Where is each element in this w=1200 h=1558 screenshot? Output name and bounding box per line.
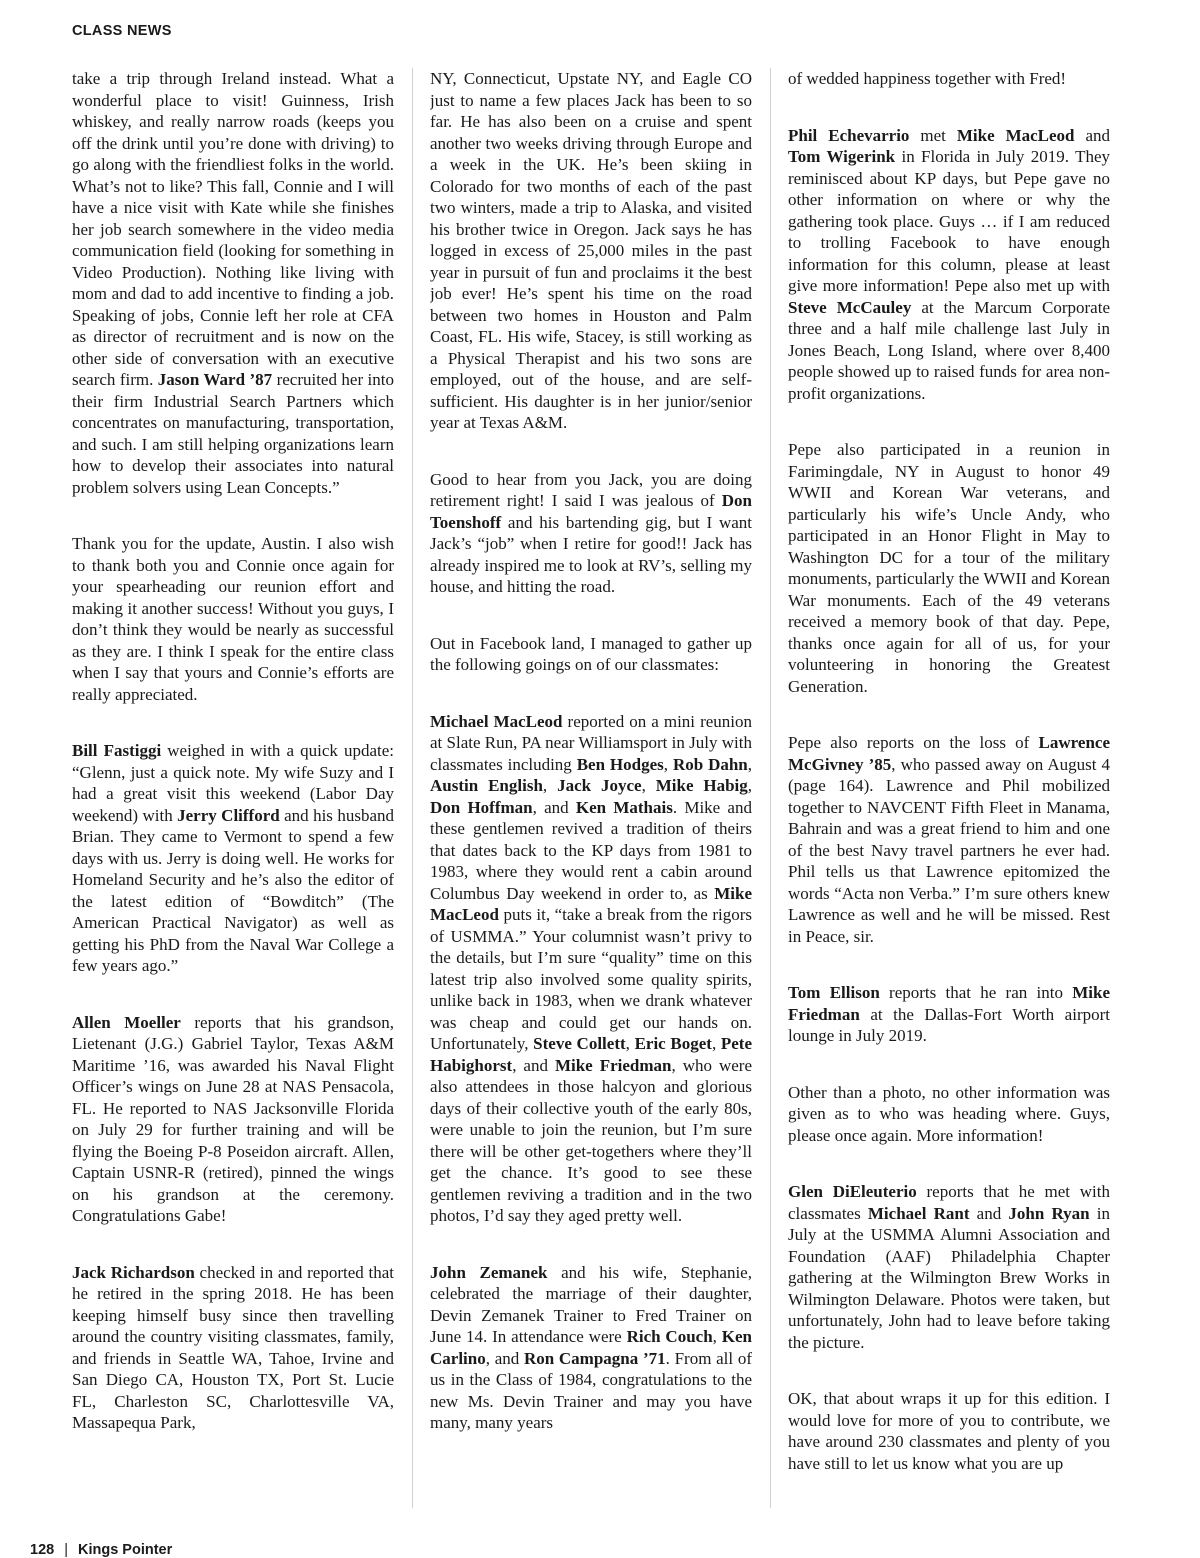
text-run: , and — [532, 797, 576, 817]
classmate-name: Jason Ward ’87 — [157, 370, 273, 389]
classmate-name: Ken Mathais — [575, 797, 673, 817]
classmate-name: Mike MacLeod — [956, 125, 1075, 145]
classmate-name: Phil Echevarrio — [788, 125, 910, 145]
text-run: and his wife, Stephanie, celebrated the marriage of their daughter, Devin Zemanek Trainer to Fred Trainer on June 14. In attendance were — [430, 1262, 752, 1346]
classmate-name: Jack Joyce — [557, 776, 642, 795]
article-column-2 — [430, 68, 752, 1508]
text-run: Good to hear from you Jack, you are doing retirement right! I said I was jealous of — [430, 469, 752, 510]
text-run: , — [663, 754, 673, 774]
text-run: weighed in with a quick update: “Glenn, just a quick note. My wife Suzy and I had a great visit this weekend (Labor Day weekend) with — [72, 741, 394, 825]
paragraph — [430, 1262, 752, 1434]
text-run: and his bartending gig, but I want Jack’s “job” when I retire for good!! Jack has already inspired me to look at RV’s, selling my house, and hitting the road. — [430, 512, 752, 596]
classmate-name: Ron Campagna ’71 — [523, 1348, 666, 1368]
paragraph — [72, 68, 394, 498]
classmate-name: Jerry Clifford — [177, 805, 280, 825]
text-run: OK, that about wraps it up for this edition. I would love for more of you to contribute, we have around 230 classmates and plenty of you have still to let us know what you are up — [788, 1389, 1110, 1473]
text-run: NY, Connecticut, Upstate NY, and Eagle CO just to name a few places Jack has been to so far. He has also been on a cruise and spent another two weeks driving through Europe and a week in the UK. He’s been skiing in Colorado for two months of each of the past two winters, made a trip to Alaska, and visited his brother twice in Oregon. Jack says he has logged in excess of 25,000 miles in the past year in pursuit of fun and proclaims it the best job ever! He’s spent his time on the road between two homes in Houston and Palm Coast, FL. His wife, Stacey, is still working as a Physical Therapist and his two sons are employed, out of the house, and are self-sufficient. His daughter is in her junior/senior year at Texas A&M. — [430, 69, 752, 432]
paragraph — [788, 68, 1110, 90]
text-run: , who passed away on August 4 (page 164). Lawrence and Phil mobilized together to NAVCENT Fifth Fleet in Manama, Bahrain and was a great friend to him and one of the best Navy travel partners he ever had. Phil tells us that Lawrence epitomized the words “Acta non Verba.” I’m sure others knew Lawrence as well and he will be missed. Rest in Peace, sir. — [788, 754, 1110, 946]
text-run: Thank you for the update, Austin. I also wish to thank both you and Connie once again for your spearheading our reunion effort and making it another success! Without you guys, I don’t think they would be nearly as successful as they are. I think I speak for the entire class when I say that yours and Connie’s efforts are really appreciated. — [72, 534, 394, 704]
text-run: reports that he met with classmates — [788, 1182, 1110, 1223]
article-column-1 — [72, 68, 394, 1508]
paragraph — [72, 1262, 394, 1434]
classmate-name: Tom Ellison — [788, 983, 880, 1002]
classmate-name: Ken Carlino — [430, 1327, 752, 1368]
text-run: , and — [485, 1348, 524, 1368]
text-run: , and — [512, 1055, 555, 1075]
text-run: reports that he ran into — [879, 983, 1073, 1002]
text-run: Other than a photo, no other information was given as to who was heading where. Guys, please once again. More information! — [788, 1082, 1110, 1145]
text-run: in Florida in July 2019. They reminisced about KP days, but Pepe gave no other information on where or why the gathering took place. Guys … if I am reduced to trolling Facebook to have enough information for this column, please at least give more information! Pepe also met up with — [788, 147, 1110, 295]
classmate-name: Allen Moeller — [72, 1012, 181, 1032]
text-run: checked in and reported that he retired in the spring 2018. He has been keeping himself busy since then travelling around the country visiting classmates, family, and friends in Seattle WA, Tahoe, Irvine and San Diego CA, Houston TX, Port St. Lucie FL, Charleston SC, Charlottesville VA, Massapequa Park, — [72, 1262, 394, 1432]
classmate-name: John Ryan — [1008, 1203, 1090, 1223]
paragraph — [430, 68, 752, 434]
text-run: reports that his grandson, Lietenant (J.G.) Gabriel Taylor, Texas A&M Maritime ’16, was awarded his Naval Flight Officer’s wings on June 28 at NAS Pensacola, FL. He reported to NAS Jacksonville Florida on July 29 for further training and will be flying the Boeing P-8 Poseidon aircraft. Allen, Captain USNR-R (retired), pinned the wings on his grandson at the ceremony. Congratulations Gabe! — [72, 1012, 394, 1225]
text-run: . From all of us in the Class of 1984, congratulations to the new Ms. Devin Trainer and may you have many, many years — [430, 1348, 752, 1432]
text-run: , who were also attendees in those halcyon and glorious days of their collective youth of the early 80s, were unable to join the reunion, but I’m sure there will be other get-togethers where they’ll get the chance. It’s good to see these gentlemen reviving a tradition and in the two photos, I’d say they aged pretty well. — [430, 1055, 752, 1225]
text-run: reported on a mini reunion at Slate Run, PA near Williamsport in July with classmates including — [430, 711, 752, 774]
classmate-name: Mike MacLeod — [430, 883, 752, 924]
paragraph — [788, 1082, 1110, 1147]
paragraph — [72, 740, 394, 977]
page-footer — [30, 1542, 172, 1558]
page-number: 128 — [30, 1542, 55, 1558]
classmate-name: Steve Collett — [533, 1034, 626, 1053]
text-run: and — [1074, 125, 1110, 145]
classmate-name: Tom Wigerink — [788, 147, 896, 166]
paragraph — [430, 469, 752, 598]
classmate-name: Michael MacLeod — [430, 711, 563, 731]
text-run: of wedded happiness together with Fred! — [788, 69, 1067, 88]
text-run: , — [542, 776, 558, 795]
classmate-name: Jack Richardson — [72, 1262, 195, 1282]
classmate-name: John Zemanek — [430, 1262, 548, 1282]
text-run: , — [712, 1327, 722, 1346]
classmate-name: Mike Habig — [655, 776, 748, 795]
text-run: , — [747, 776, 752, 795]
paragraph — [788, 982, 1110, 1047]
classmate-name: Eric Boget — [634, 1034, 712, 1053]
classmate-name: Ben Hodges — [576, 754, 664, 774]
text-run: puts it, “take a break from the rigors of USMMA.” Your columnist wasn’t privy to the details, but I’m sure “quality” time on this latest trip also involved some quality spirits, unlike back in 1983, when we drank whatever was cheap and could get our hands on. Unfortunately, — [430, 905, 752, 1053]
text-run: and — [969, 1203, 1009, 1223]
text-run: Pepe also participated in a reunion in Farimingdale, NY in August to honor 49 WWII and Korean War veterans, and particularly his wife’s Uncle Andy, who participated in an Honor Flight in May to Washington DC for a tour of the military monuments, particularly the WWII and Korean War monuments. Each of the 49 veterans received a memory book of that day. Pepe, thanks once again for all of us, for your volunteering in honoring the Greatest Generation. — [788, 440, 1110, 696]
paragraph — [788, 1388, 1110, 1474]
paragraph — [788, 732, 1110, 947]
classmate-name: Pete Habighorst — [430, 1034, 752, 1075]
classmate-name: Glen DiEleuterio — [788, 1182, 917, 1201]
classmate-name: Mike Friedman — [554, 1055, 672, 1075]
text-run: , — [747, 754, 752, 774]
text-run: met — [909, 125, 957, 145]
text-run: recruited her into their firm Industrial Search Partners which concentrates on manufacturing, transportation, and such. I am still helping organizations learn how to develop their associates into natural problem solvers using Lean Concepts.” — [72, 370, 394, 497]
text-run: . Mike and these gentlemen revived a tradition of theirs that dates back to the KP days from 1981 to 1983, where they would rent a cabin around Columbus Day weekend in order to, as — [430, 797, 752, 903]
classmate-name: Austin English — [430, 776, 543, 795]
publication-name: Kings Pointer — [77, 1542, 173, 1558]
classmate-name: Bill Fastiggi — [72, 741, 162, 760]
column-divider — [770, 68, 771, 1508]
classmate-name: Don Toenshoff — [430, 491, 752, 532]
column-divider — [412, 68, 413, 1508]
classmate-name: Lawrence McGivney ’85 — [788, 733, 1110, 774]
paragraph — [788, 125, 1110, 405]
text-run: Pepe also reports on the loss of — [788, 733, 1039, 752]
article-column-3 — [788, 68, 1110, 1508]
text-run: , — [711, 1034, 721, 1053]
paragraph — [788, 1181, 1110, 1353]
text-run: Out in Facebook land, I managed to gather up the following goings on of our classmates: — [430, 633, 752, 674]
classmate-name: Michael Rant — [867, 1203, 970, 1223]
paragraph — [72, 1012, 394, 1227]
paragraph — [72, 533, 394, 705]
paragraph — [430, 711, 752, 1227]
classmate-name: Don Hoffman — [430, 797, 533, 817]
paragraph — [788, 439, 1110, 697]
text-run: at the Dallas-Fort Worth airport lounge in July 2019. — [788, 1004, 1110, 1045]
text-run: , — [625, 1034, 635, 1053]
text-run: , — [641, 776, 656, 795]
footer-separator: | — [64, 1542, 68, 1558]
text-run: in July at the USMMA Alumni Association and Foundation (AAF) Philadelphia Chapter gathering at the Wilmington Brew Works in Wilmington Delaware. Photos were taken, but unfortunately, John had to leave before taking the picture. — [788, 1203, 1110, 1352]
classmate-name: Steve McCauley — [788, 297, 912, 317]
text-run: and his husband Brian. They came to Vermont to spend a few days with us. Jerry is doing well. He works for Homeland Security and he’s also the editor of the latest edition of “Bowditch” (The American Practical Navigator) as well as getting his PhD from the Naval War College a few years ago.” — [72, 805, 394, 975]
text-run: at the Marcum Corporate three and a half mile challenge last July in Jones Beach, Long Island, where over 8,400 people showed up to raised funds for area non-profit organizations. — [788, 297, 1110, 403]
classmate-name: Rob Dahn — [672, 754, 748, 774]
paragraph — [430, 633, 752, 676]
classmate-name: Rich Couch — [626, 1327, 713, 1346]
classmate-name: Mike Friedman — [788, 983, 1110, 1024]
text-run: take a trip through Ireland instead. What a wonderful place to visit! Guinness, Irish whiskey, and really narrow roads (keeps you off the drink until you’re done with driving) to go along with the friendliest folks in the world. What’s not to like? This fall, Connie and I will have a nice visit with Kate while she finishes her job search somewhere in the video media communication field (looking for something in Video Production). Nothing like living with mom and dad to add incentive to finding a job. Speaking of jobs, Connie left her role at CFA as director of recruitment and is now on the other side of conversation with an executive search firm. — [72, 69, 394, 389]
section-label: CLASS NEWS — [72, 23, 172, 39]
